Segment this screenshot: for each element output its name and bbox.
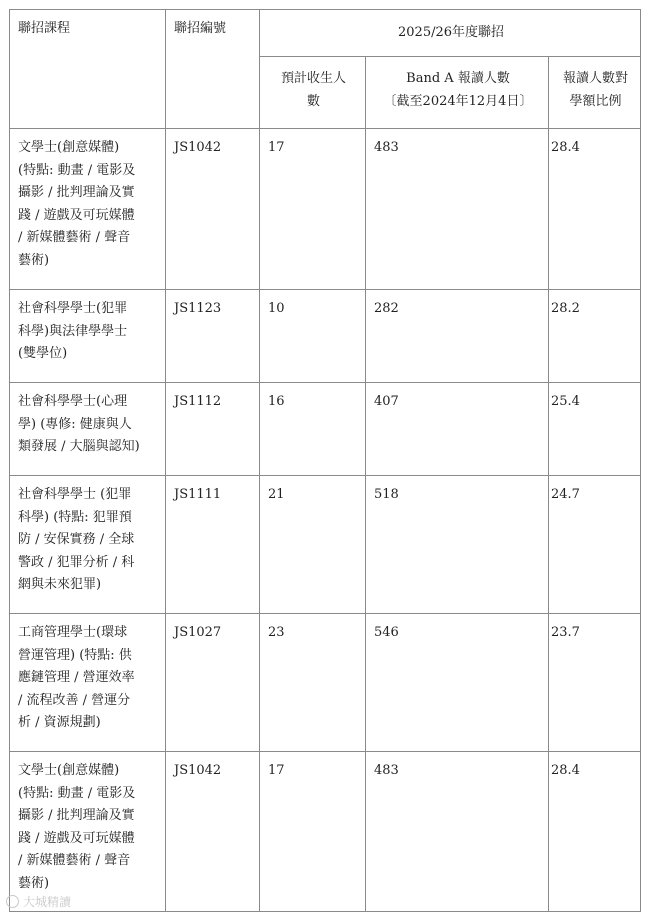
header-band-a-label: Band A 報讀人數 〔截至2024年12月4日〕: [383, 71, 533, 109]
intake-cell: [260, 476, 366, 614]
header-year-group: [260, 10, 641, 57]
ratio-value: 23.7: [551, 625, 580, 640]
band-a-count: 518: [374, 487, 399, 502]
header-band-a: [366, 57, 549, 129]
course-name: 社會科學學士(心理 學) (專修: 健康與人 類發展 / 大腦與認知): [18, 394, 140, 454]
course-code: JS1042: [174, 140, 222, 155]
course-cell: [10, 614, 166, 752]
course-cell: [10, 476, 166, 614]
table-row: [10, 614, 641, 752]
ratio-value: 28.2: [551, 301, 580, 316]
intake-cell: [260, 290, 366, 383]
header-planned-intake: [260, 57, 366, 129]
course-code: JS1123: [174, 301, 222, 316]
header-course: [10, 10, 166, 129]
header-ratio: [549, 57, 641, 129]
ratio-value: 28.4: [551, 140, 580, 155]
intake-cell: [260, 383, 366, 476]
header-ratio-label: 報讀人數對 學額比例: [563, 71, 629, 109]
ratio-value: 28.4: [551, 763, 580, 778]
band-a-count: 407: [374, 394, 399, 409]
planned-intake: 17: [268, 140, 285, 155]
band-a-count: 282: [374, 301, 399, 316]
course-name: 文學士(創意媒體) (特點: 動畫 / 電影及 攝影 / 批判理論及實 踐 / 遊戲及可玩媒體 / 新媒體藝術 / 聲音 藝術): [18, 140, 136, 268]
table-row: [10, 476, 641, 614]
band-a-cell: [366, 383, 549, 476]
ratio-cell: [549, 290, 641, 383]
band-a-count: 483: [374, 763, 399, 778]
header-code-label: 聯招編號: [174, 21, 227, 36]
header-planned-intake-label: 預計收生人 數: [280, 71, 346, 109]
course-cell: [10, 383, 166, 476]
header-row-top: [10, 10, 641, 57]
band-a-cell: [366, 476, 549, 614]
planned-intake: 21: [268, 487, 285, 502]
header-year-group-label: 2025/26年度聯招: [398, 25, 505, 40]
watermark: [6, 893, 71, 910]
band-a-count: 483: [374, 140, 399, 155]
ratio-value: 25.4: [551, 394, 580, 409]
code-cell: [166, 752, 260, 912]
ratio-cell: [549, 383, 641, 476]
course-code: JS1027: [174, 625, 222, 640]
header-code: [166, 10, 260, 129]
code-cell: [166, 614, 260, 752]
course-name: 工商管理學士(環球 營運管理) (特點: 供 應鏈管理 / 營運效率 / 流程改善 / 營運分 析 / 資源規劃): [18, 625, 135, 730]
planned-intake: 23: [268, 625, 285, 640]
ratio-cell: [549, 752, 641, 912]
band-a-cell: [366, 290, 549, 383]
course-code: JS1111: [174, 487, 222, 502]
course-name: 文學士(創意媒體) (特點: 動畫 / 電影及 攝影 / 批判理論及實 踐 / 遊戲及可玩媒體 / 新媒體藝術 / 聲音 藝術): [18, 763, 136, 891]
table-row: [10, 129, 641, 290]
planned-intake: 10: [268, 301, 285, 316]
circle-logo-icon: [6, 895, 19, 908]
code-cell: [166, 383, 260, 476]
band-a-cell: [366, 752, 549, 912]
ratio-cell: [549, 129, 641, 290]
table-row: [10, 383, 641, 476]
watermark-text: 大城精讀: [23, 895, 72, 909]
header-course-label: 聯招課程: [18, 21, 71, 36]
course-code: JS1042: [174, 763, 222, 778]
course-cell: [10, 129, 166, 290]
jupas-admissions-table: [9, 9, 641, 912]
band-a-count: 546: [374, 625, 399, 640]
code-cell: [166, 129, 260, 290]
course-name: 社會科學學士(犯罪 科學)與法律學學士 (雙學位): [18, 301, 128, 361]
table-row: [10, 752, 641, 912]
intake-cell: [260, 129, 366, 290]
table-row: [10, 290, 641, 383]
course-cell: [10, 752, 166, 912]
course-name: 社會科學學士 (犯罪 科學) (特點: 犯罪預 防 / 安保實務 / 全球 警政 / 犯罪分析 / 科 網與未來犯罪): [18, 487, 135, 592]
planned-intake: 17: [268, 763, 285, 778]
intake-cell: [260, 614, 366, 752]
intake-cell: [260, 752, 366, 912]
course-code: JS1112: [174, 394, 222, 409]
ratio-value: 24.7: [551, 487, 580, 502]
ratio-cell: [549, 614, 641, 752]
band-a-cell: [366, 614, 549, 752]
course-cell: [10, 290, 166, 383]
code-cell: [166, 290, 260, 383]
band-a-cell: [366, 129, 549, 290]
ratio-cell: [549, 476, 641, 614]
code-cell: [166, 476, 260, 614]
planned-intake: 16: [268, 394, 285, 409]
